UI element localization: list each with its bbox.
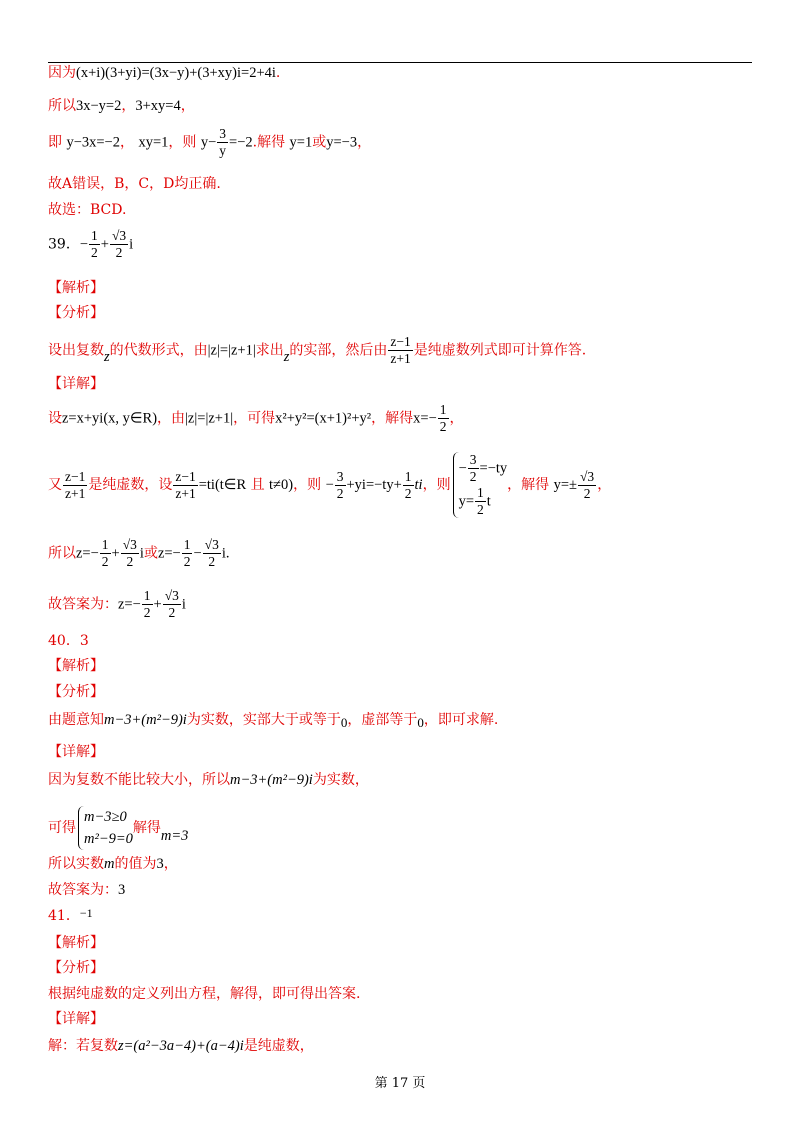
equation: − [79,236,89,253]
numerator: 3 [336,468,344,484]
text: 故答案为： [48,882,118,898]
denominator: 2 [404,485,412,501]
text: ， [180,98,195,114]
fraction [142,588,153,621]
numerator: z−1 [65,468,86,484]
question-number: 39． [48,236,80,253]
equation-system [453,452,508,518]
detail-40-line-1 [48,771,369,789]
fraction [89,228,100,261]
equation: y= [458,493,475,510]
denominator: 2 [439,419,447,434]
equation: + [111,545,120,562]
text: ，由 [157,410,186,427]
numerator: 3 [219,126,227,141]
heading-xiangjie: 【详解】 [48,376,104,392]
text: ，则 [168,134,197,151]
text: ， [357,134,372,151]
text: 解得 [132,820,161,836]
numerator: 1 [404,468,412,484]
equation: =−ty [479,460,508,477]
text: ，解得 [507,477,550,493]
equation: x=− [413,410,437,427]
denominator: 2 [168,605,176,620]
equation: z=(a²−3a−4)+(a−4)i [118,1038,244,1054]
equation: (x+i)(3+yi)=(3x−y)+(3+xy)i=2+4i [76,65,276,81]
detail-39-line-1 [48,402,464,435]
denominator: z+1 [175,485,196,501]
numerator: √3 [122,537,137,552]
equation: i [181,596,186,613]
fraction [388,334,412,367]
detail-41-line-1 [48,1037,314,1055]
text: 由题意知 [48,712,104,728]
text: 且 [250,477,265,493]
numerator: z−1 [175,468,196,484]
text: 的实部，然后由 [289,342,388,359]
denominator: y [219,143,227,158]
fraction [335,469,346,502]
analysis-39 [48,334,586,367]
variable: m [104,856,115,872]
text: 为实数，实部大于或等于 [186,712,341,728]
number: 3 [156,856,164,872]
numerator: √3 [204,537,219,552]
question-number: 41． [48,908,80,924]
numerator: 1 [439,402,447,417]
denominator: 2 [115,245,123,260]
text: .解得 [252,134,286,151]
equation: +yi=−ty+ [346,477,402,493]
equation: t≠0) [269,477,294,493]
equation: z=− [118,596,141,613]
solution-line-3 [48,126,371,159]
equation: − [458,460,467,477]
analysis-41: 根据纯虚数的定义列出方程，解得，即可得出答案. [48,986,361,1002]
denominator: 2 [126,554,134,569]
heading-fenxi: 【分析】 [48,684,104,700]
equation: − [193,545,202,562]
text: 或 [312,134,327,151]
fraction [173,469,197,502]
equation: |z|=|z+1| [185,410,234,427]
text: 故答案为： [48,596,118,613]
text: 为实数， [312,772,369,788]
answer-39 [48,228,133,261]
fraction [63,469,87,502]
equation: m−3+(m²−9)i [104,712,187,728]
detail-39-line-3 [48,537,230,570]
heading-fenxi: 【分析】 [48,960,104,976]
text: 所以 [48,98,76,114]
number: 0 [417,715,424,730]
equation: x²+y²=(x+1)²+y² [275,410,372,427]
numerator: 1 [183,537,191,552]
text: 的代数形式，由 [109,342,208,359]
equation-system [78,806,133,850]
number: 3 [118,882,126,898]
equation: z=− [157,545,181,562]
variable: z [104,348,110,365]
text: ，则 [422,477,451,493]
text: ， [597,477,612,493]
variable: z [283,348,290,365]
numerator: 1 [143,588,151,603]
equation: + [100,236,109,253]
numerator: √3 [111,228,127,243]
solution-line-1 [48,64,280,82]
equation: m=3 [160,828,189,844]
page-number: 第 17 页 [374,1076,426,1091]
text: 因为 [48,65,76,81]
text: 是纯虚数，设 [88,477,173,493]
equation: y=1 [289,134,313,151]
text: ，可得 [233,410,276,427]
text: 是纯虚数列式即可计算作答. [413,342,587,359]
fraction [217,126,228,159]
answer-line-39 [48,588,186,621]
detail-40-line-2 [48,806,188,850]
fraction [163,588,181,621]
detail-40-line-3 [48,855,178,873]
answer-41 [48,907,93,925]
equation: z=x+yi(x, y∈R) [62,410,158,427]
fraction [182,537,193,570]
equation: i [129,236,134,253]
equation: + [153,596,162,613]
text: 可得 [48,820,76,836]
numerator: √3 [164,588,179,603]
denominator: 2 [143,605,151,620]
text: ，则 [293,477,322,493]
text: ， [163,856,178,872]
number: 0 [340,715,348,730]
solution-line-4: 故A错误，B，C，D均正确. [48,176,221,192]
fraction [121,537,139,570]
denominator: 2 [208,554,216,569]
text: 求出 [255,342,284,359]
equation: i [221,545,226,562]
text: 所以实数 [48,856,104,872]
equation: 3+xy=4 [135,98,181,114]
equation: y=± [553,477,578,493]
denominator: z+1 [65,485,86,501]
text: 解：若复数 [48,1038,118,1054]
numerator: 1 [101,537,109,552]
equation: m−3+(m²−9)i [230,772,313,788]
denominator: 2 [583,485,591,501]
text: ，即可求解. [423,712,499,728]
heading-xiangjie: 【详解】 [48,744,104,760]
equation: m²−9=0 [84,831,133,847]
heading-fenxi: 【分析】 [48,305,104,321]
numerator: 1 [91,228,98,243]
fraction [475,485,486,518]
text: ，虚部等于 [347,712,418,728]
fraction [100,537,111,570]
equation: =ti(t∈R [198,477,247,493]
text: ， [121,98,136,114]
equation: m−3≥0 [84,809,127,825]
denominator: 2 [101,554,109,569]
heading-jiexi: 【解析】 [48,935,104,951]
text: ，解得 [371,410,414,427]
equation: i [139,545,144,562]
header-rule [48,62,752,63]
fraction [468,452,479,485]
solution-line-5: 故选：BCD. [48,202,127,218]
text: 即 [48,134,62,151]
heading-jiexi: 【解析】 [48,280,104,296]
text: 设出复数 [48,342,104,359]
equation: |z|=|z+1| [207,342,256,359]
denominator: 2 [91,245,98,260]
equation: − [325,477,334,493]
text: 设 [48,410,62,427]
equation: y− [200,134,217,151]
text: 的值为 [114,856,157,872]
numerator: 3 [469,452,477,467]
equation: t [486,493,491,510]
equation: xy=1 [138,134,169,151]
fraction [403,469,414,502]
text: 因为复数不能比较大小，所以 [48,772,230,788]
text: 是纯虚数， [243,1038,314,1054]
fraction [110,228,128,261]
fraction [578,469,596,502]
answer-line-40 [48,881,125,899]
heading-jiexi: 【解析】 [48,658,104,674]
numerator: z−1 [390,334,411,349]
text: . [225,545,230,562]
denominator: z+1 [390,351,411,366]
denominator: 2 [477,502,484,517]
equation: z=− [76,545,99,562]
fraction [438,402,449,435]
denominator: 2 [469,469,477,484]
detail-39-line-2 [48,452,611,518]
fraction [203,537,221,570]
text: . [275,65,281,81]
denominator: 2 [336,485,344,501]
answer-40: 40．3 [48,633,89,649]
equation: ti [414,477,423,493]
equation: 3x−y=2 [76,98,122,114]
equation: y=−3 [326,134,358,151]
text: 或 [143,545,158,562]
number: −1 [79,906,93,920]
analysis-40 [48,711,498,729]
text: 所以 [48,545,76,562]
text: ， [120,134,134,151]
numerator: √3 [580,468,595,484]
text: ， [449,410,464,427]
numerator: 1 [477,485,484,500]
denominator: 2 [183,554,191,569]
solution-line-2 [48,97,195,115]
text: 又 [48,477,62,493]
equation: =−2 [229,134,253,151]
equation: y−3x=−2 [66,134,120,151]
heading-xiangjie: 【详解】 [48,1011,104,1027]
